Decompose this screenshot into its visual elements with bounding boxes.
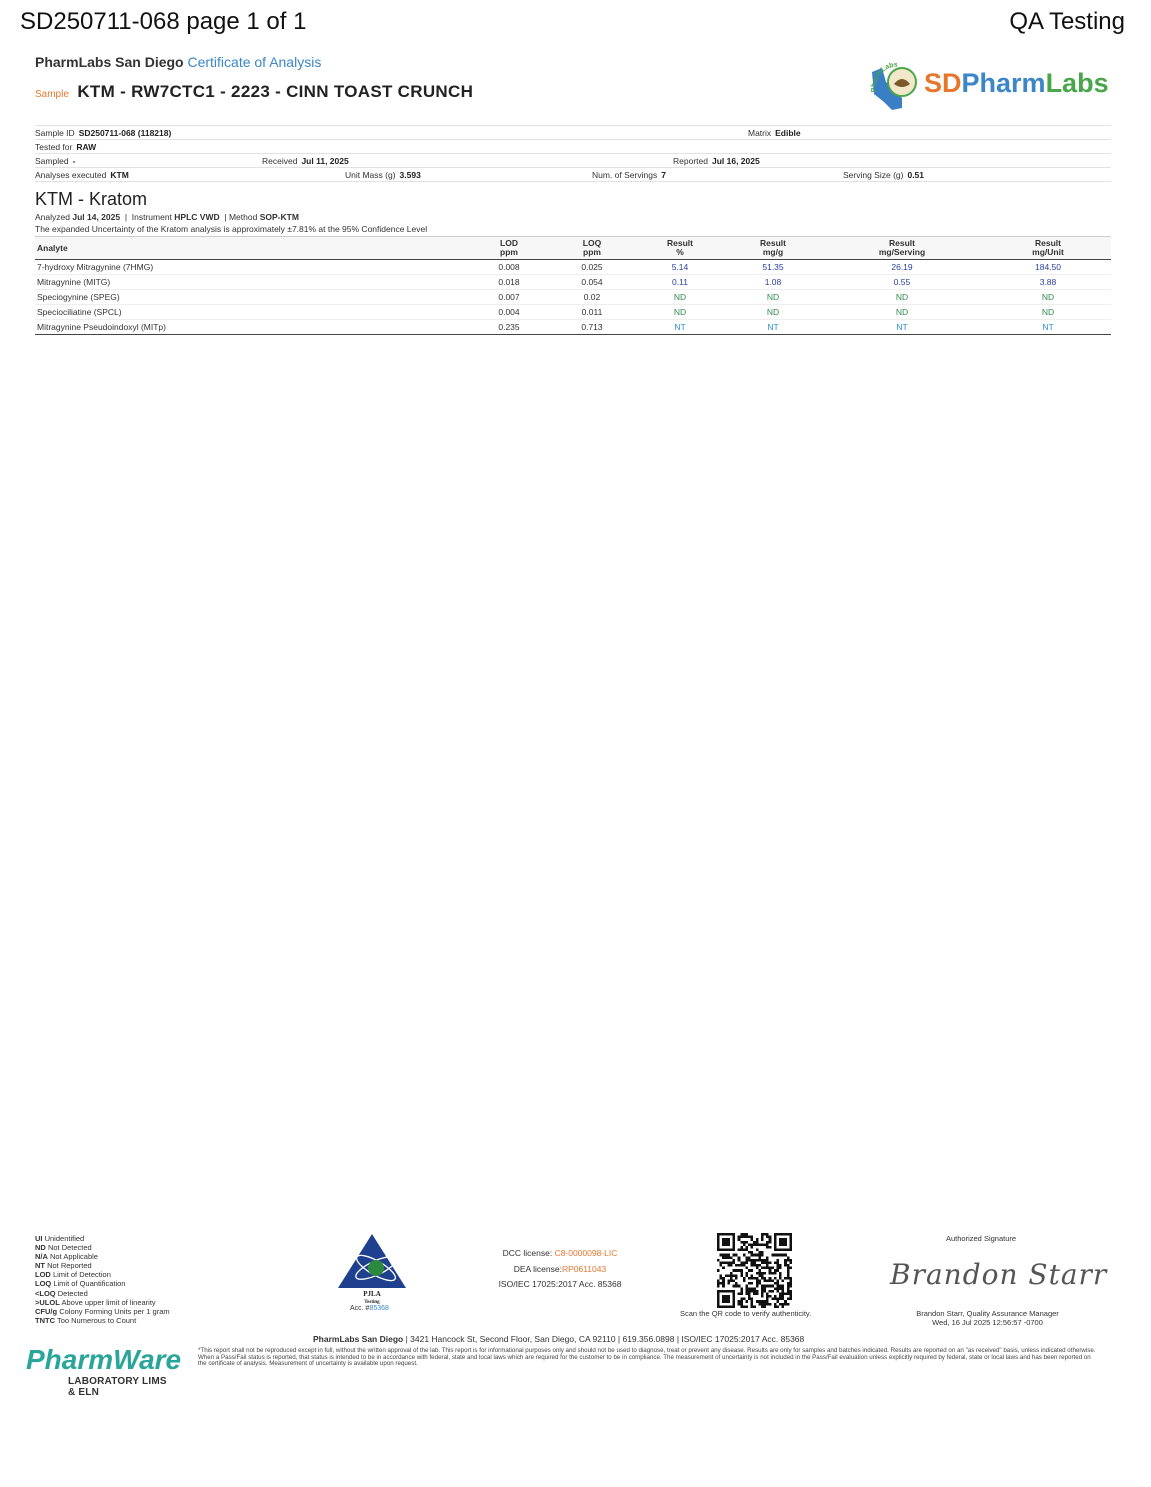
lod-cell: 0.235 <box>467 320 551 335</box>
instrument-label: Instrument <box>131 212 172 222</box>
matrix-field <box>748 128 801 138</box>
col-header-analyte <box>35 237 467 260</box>
method-value: SOP-KTM <box>259 212 299 222</box>
result-mgserving-cell: NT <box>819 320 985 335</box>
legend-item <box>35 1307 170 1316</box>
received-value: Jul 11, 2025 <box>301 156 349 166</box>
reported-label: Reported <box>673 156 708 166</box>
dea-license-label: DEA license: <box>513 1263 562 1274</box>
header-unit: ppm <box>500 247 518 257</box>
analyzed-label: Analyzed <box>35 212 70 222</box>
info-row <box>35 139 1111 153</box>
legend-item <box>35 1243 170 1252</box>
analyzed-date: Jul 14, 2025 <box>72 212 121 222</box>
logo-pharm: Pharm <box>961 68 1046 98</box>
sample-id-field <box>35 128 171 138</box>
pharmware-logo <box>26 1344 182 1398</box>
header-text: Result <box>760 238 786 248</box>
tested-for-label: Tested for <box>35 142 73 152</box>
method-label: Method <box>228 212 258 222</box>
header-text: Result <box>667 238 693 248</box>
servings-label: Num. of Servings <box>592 170 658 180</box>
logo-arc-text: PharmLabs <box>870 61 898 93</box>
legend-abbr: >ULOL <box>35 1297 60 1307</box>
signed-timestamp: Wed, 16 Jul 2025 12:56:57 -0700 <box>932 1318 1043 1327</box>
legend-text: Colony Forming Units per 1 gram <box>59 1306 170 1316</box>
pjla-triangle-icon <box>336 1232 408 1306</box>
lab-name: PharmLabs San Diego <box>35 54 184 70</box>
sample-info <box>35 125 1111 182</box>
signer-info <box>900 1309 1075 1327</box>
analyses-label: Analyses executed <box>35 170 107 180</box>
result-mgunit-cell: 3.88 <box>985 275 1111 290</box>
legend-item <box>35 1298 170 1307</box>
table-row <box>35 260 1111 275</box>
logo-wordmark <box>924 68 1109 99</box>
result-mgg-cell: NT <box>727 320 819 335</box>
unit-mass-value: 3.593 <box>399 170 421 180</box>
signature-label: Authorized Signature <box>946 1234 1017 1243</box>
abbreviation-legend <box>35 1234 170 1325</box>
result-mgserving-cell: 0.55 <box>819 275 985 290</box>
header-text: LOD <box>500 238 518 248</box>
dea-license <box>490 1262 630 1278</box>
lod-cell: 0.008 <box>467 260 551 275</box>
legend-text: Not Reported <box>47 1261 92 1271</box>
header-text: Analyte <box>37 242 68 253</box>
lod-cell: 0.018 <box>467 275 551 290</box>
tested-for-value: RAW <box>76 142 97 152</box>
legend-text: Not Applicable <box>50 1252 98 1262</box>
table-row <box>35 275 1111 290</box>
col-header-result-mgunit <box>985 237 1111 260</box>
loq-cell: 0.02 <box>551 290 633 305</box>
result-mgserving-cell: ND <box>819 305 985 320</box>
lod-cell: 0.004 <box>467 305 551 320</box>
dcc-license <box>490 1246 630 1262</box>
legend-abbr: NT <box>35 1261 45 1271</box>
legend-item <box>35 1261 170 1270</box>
legend-text: Not Detected <box>47 1243 92 1253</box>
result-pct-cell: ND <box>633 305 727 320</box>
qr-code-icon[interactable] <box>716 1233 793 1308</box>
legend-item <box>35 1252 170 1261</box>
result-pct-cell: NT <box>633 320 727 335</box>
sample-tag: Sample <box>35 89 69 100</box>
legend-abbr: CFU/g <box>35 1306 58 1316</box>
info-row <box>35 153 1111 167</box>
col-header-result-mgserving <box>819 237 985 260</box>
header-unit: ppm <box>583 247 601 257</box>
reported-value: Jul 16, 2025 <box>711 156 760 166</box>
sampled-label: Sampled <box>35 156 69 166</box>
result-mgg-cell: 1.08 <box>727 275 819 290</box>
result-mgunit-cell: ND <box>985 305 1111 320</box>
header-text: LOQ <box>582 238 602 248</box>
unit-mass-label: Unit Mass (g) <box>345 170 396 180</box>
qr-caption: Scan the QR code to verify authenticity. <box>680 1309 812 1318</box>
table-row <box>35 320 1111 335</box>
dcc-license-value: C8-0000098-LIC <box>554 1248 618 1258</box>
result-mgunit-cell: NT <box>985 320 1111 335</box>
footer-lab-name: PharmLabs San Diego <box>313 1334 404 1344</box>
legend-item <box>35 1270 170 1279</box>
results-table <box>35 236 1111 335</box>
pjla-sub: Testing <box>364 1300 380 1305</box>
unit-mass-field <box>345 170 421 180</box>
analysis-details <box>35 212 299 222</box>
servings-value: 7 <box>661 170 666 180</box>
tested-for-field <box>35 142 96 152</box>
legend-abbr: TNTC <box>35 1315 55 1325</box>
separator: | <box>122 212 130 222</box>
serving-size-value: 0.51 <box>907 170 925 180</box>
col-header-result-pct <box>633 237 727 260</box>
result-mgunit-cell: 184.50 <box>985 260 1111 275</box>
result-pct-cell: ND <box>633 290 727 305</box>
result-pct-cell: 0.11 <box>633 275 727 290</box>
lab-address <box>313 1334 804 1344</box>
analyte-cell: Speciociliatine (SPCL) <box>35 305 467 320</box>
license-info <box>490 1246 630 1293</box>
result-mgg-cell: 51.35 <box>727 260 819 275</box>
legend-text: Limit of Detection <box>52 1270 111 1280</box>
analyte-cell: 7-hydroxy Mitragynine (7HMG) <box>35 260 467 275</box>
legend-text: Detected <box>57 1288 88 1298</box>
legend-abbr: <LOQ <box>35 1288 56 1298</box>
sampled-field <box>35 156 75 166</box>
logo-sd: SD <box>924 68 962 98</box>
col-header-lod <box>467 237 551 260</box>
matrix-label: Matrix <box>748 128 772 138</box>
legend-item <box>35 1316 170 1325</box>
sample-title: KTM - RW7CTC1 - 2223 - CINN TOAST CRUNCH <box>77 82 474 101</box>
result-mgserving-cell: 26.19 <box>819 260 985 275</box>
result-pct-cell: 5.14 <box>633 260 727 275</box>
loq-cell: 0.011 <box>551 305 633 320</box>
table-row <box>35 305 1111 320</box>
legend-abbr: UI <box>35 1234 43 1243</box>
instrument-value: HPLC VWD <box>174 212 220 222</box>
col-header-result-mgg <box>727 237 819 260</box>
legend-item <box>35 1289 170 1298</box>
result-mgg-cell: ND <box>727 290 819 305</box>
legend-text: Too Numerous to Count <box>56 1315 137 1325</box>
header-unit: mg/Serving <box>878 247 926 257</box>
info-row <box>35 125 1111 139</box>
serving-size-label: Serving Size (g) <box>843 170 904 180</box>
california-seal-icon <box>866 58 926 114</box>
analyte-cell: Speciogynine (SPEG) <box>35 290 467 305</box>
legend-abbr: LOQ <box>35 1279 52 1289</box>
separator: | <box>222 212 227 222</box>
col-header-loq <box>551 237 633 260</box>
legend-text: Unidentified <box>44 1234 85 1243</box>
header-unit: mg/g <box>762 247 784 257</box>
analyte-cell: Mitragynine Pseudoindoxyl (MITp) <box>35 320 467 335</box>
legend-abbr: N/A <box>35 1252 48 1262</box>
legend-text: Limit of Quantification <box>53 1279 126 1289</box>
legend-abbr: ND <box>35 1243 46 1253</box>
header-text: Result <box>889 238 915 248</box>
result-mgunit-cell: ND <box>985 290 1111 305</box>
analyte-cell: Mitragynine (MITG) <box>35 275 467 290</box>
analyses-value: KTM <box>110 170 129 180</box>
result-mgg-cell: ND <box>727 305 819 320</box>
document-category: QA Testing <box>1009 8 1125 35</box>
section-title: KTM - Kratom <box>35 189 148 209</box>
servings-field <box>592 170 666 180</box>
handwritten-signature: Brandon Starr <box>890 1258 1108 1291</box>
legend-item <box>35 1279 170 1288</box>
iso-accreditation: ISO/IEC 17025:2017 Acc. 85368 <box>498 1279 622 1289</box>
pharmware-wordmark: PharmWare <box>26 1344 182 1375</box>
lod-cell: 0.007 <box>467 290 551 305</box>
pjla-accreditation-logo <box>336 1232 408 1318</box>
legend-text: Above upper limit of linearity <box>61 1297 156 1307</box>
uncertainty-note: The expanded Uncertainty of the Kratom analysis is approximately ±7.81% at the 95% Confidence Level <box>35 224 428 234</box>
reported-field <box>673 156 760 166</box>
info-row <box>35 167 1111 182</box>
table-header-row <box>35 237 1111 260</box>
matrix-value: Edible <box>775 128 801 138</box>
header-lab-line <box>35 54 321 70</box>
footer-address: | 3421 Hancock St, Second Floor, San Diego, CA 92110 | 619.356.0898 | ISO/IEC 17025:2017 Acc. 85368 <box>403 1334 805 1344</box>
analyses-field <box>35 170 129 180</box>
sample-line <box>35 82 473 102</box>
pharmware-tagline: LABORATORY LIMS & ELN <box>68 1376 167 1398</box>
logo-labs: Labs <box>1045 68 1109 98</box>
header-text: Result <box>1035 238 1061 248</box>
document-type: Certificate of Analysis <box>187 54 322 70</box>
dcc-license-label: DCC license: <box>502 1248 553 1258</box>
header-unit: % <box>676 247 684 257</box>
pjla-acc <box>350 1305 389 1312</box>
table-row <box>35 290 1111 305</box>
pjla-acc-number: 85368 <box>369 1305 389 1312</box>
sdpharmlabs-logo <box>866 58 1116 114</box>
legend-item <box>35 1234 170 1243</box>
loq-cell: 0.713 <box>551 320 633 335</box>
signer-name-title: Brandon Starr, Quality Assurance Manager <box>916 1309 1059 1318</box>
sampled-value: - <box>72 156 76 166</box>
received-label: Received <box>262 156 298 166</box>
pjla-acc-label: Acc. # <box>350 1305 370 1312</box>
header-unit: mg/Unit <box>1032 247 1064 257</box>
received-field <box>262 156 349 166</box>
pjla-name: PJLA <box>363 1290 381 1298</box>
disclaimer: *This report shall not be reproduced except in full, without the written approval of the lab. This report is for informational purposes only and should not be used to diagnose, treat or prevent any disease. Results are only for samples and batches indicated. Results are reported on an "as received" basis, unless indicated otherwise. When a Pass/Fail status is reported, that status is intended to be in accordance with federal, state and local laws which are required for the customer to be in compliance. The measurement of uncertainty is not included in the Pass/Fail evaluation unless explicitly required by federal, state or local laws and has been reported on the certificate of analysis. Measurement of uncertainty is available upon request. <box>198 1347 1096 1368</box>
result-mgserving-cell: ND <box>819 290 985 305</box>
serving-size-field <box>843 170 924 180</box>
sample-id-label: Sample ID <box>35 128 75 138</box>
loq-cell: 0.025 <box>551 260 633 275</box>
dea-license-value: RP0611043 <box>561 1263 607 1274</box>
sample-id-value: SD250711-068 (118218) <box>78 128 172 138</box>
document-id-page: SD250711-068 page 1 of 1 <box>20 8 307 35</box>
legend-abbr: LOD <box>35 1270 51 1280</box>
loq-cell: 0.054 <box>551 275 633 290</box>
